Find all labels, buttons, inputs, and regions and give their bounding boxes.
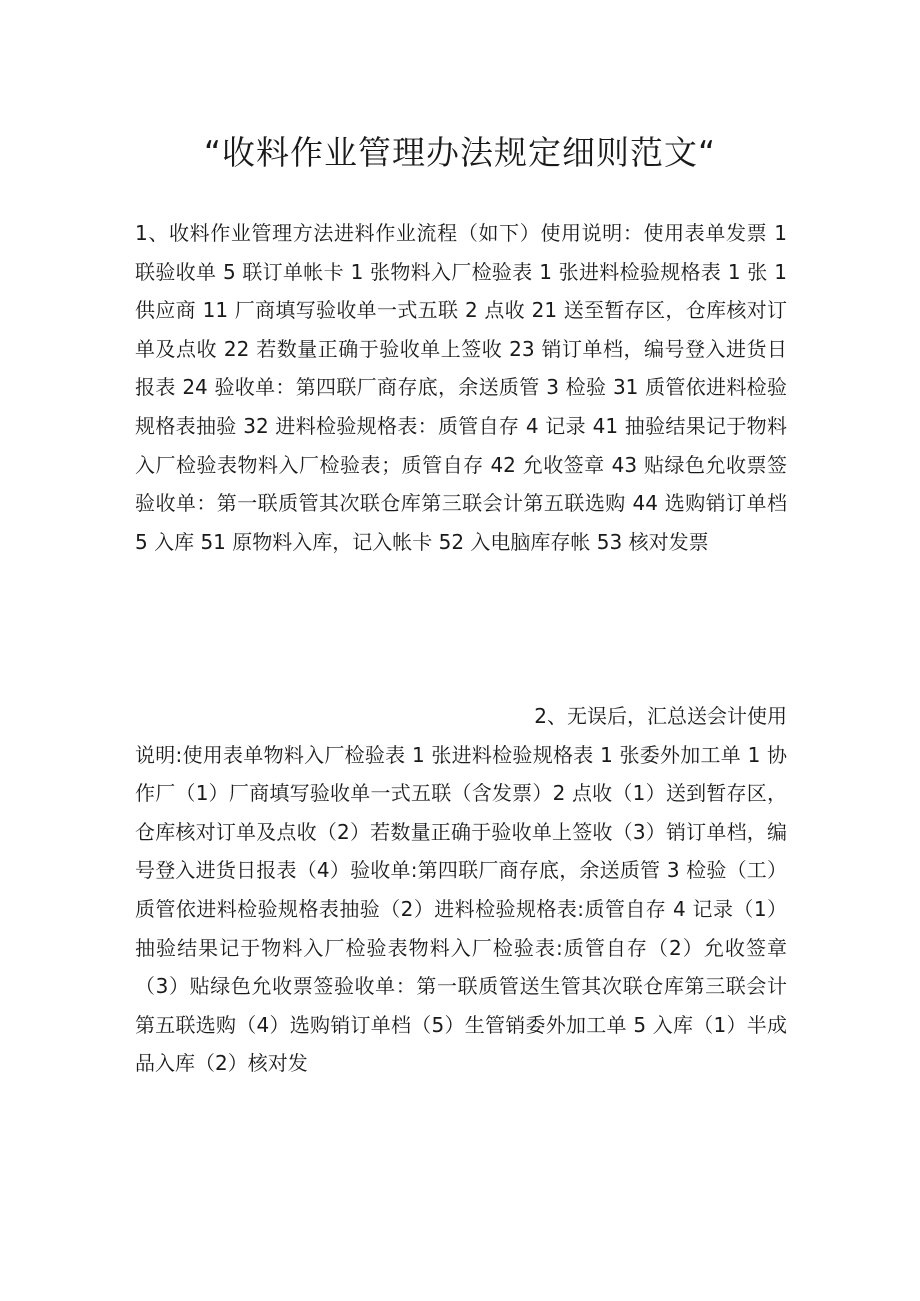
paragraph-1: 1、收料作业管理方法进料作业流程（如下）使用说明：使用表单发票 1 联验收单 5 联订单帐卡 1 张物料入厂检验表 1 张进料检验规格表 1 张 1 供应商 11 厂商填写验收单一式五联 2 点收 21 送至暂存区，仓库核对订单及点收 22 若数量正确于验收单上签收 23 销订单档，编号登入进货日报表 24 验收单：第四联厂商存底，余送质管 3 检验 31 质管依进料检验规格表抽验 32 进料检验规格表：质管自存 4 记录 41 抽验结果记于物料入厂检验表物料入厂检验表；质管自存 42 允收签章 43 贴绿色允收票签验收单：第一联质管其次联仓库第三联会计第五联选购 44 选购销订单档 5 入库 51 原物料入库，记入帐卡 52 入电脑库存帐 53 核对发票 <box>135 221 787 554</box>
paragraph-2-lead: 2、无误后，汇总送会计使用 <box>534 704 787 728</box>
paragraph-2-body: 说明:使用表单物料入厂检验表 1 张进料检验规格表 1 张委外加工单 1 协作厂（1）厂商填写验收单一式五联（含发票）2 点收（1）送到暂存区，仓库核对订单及点收（2）若数量正确于验收单上签收（3）销订单档，编号登入进货日报表（4）验收单:第四联厂商存底，余送质管 3 检验（工）质管依进料检验规格表抽验（2）进料检验规格表:质管自存 4 记录（1）抽验结果记于物料入厂检验表物料入厂检验表:质管自存（2）允收签章（3）贴绿色允收票签验收单：第一联质管送生管其次联仓库第三联会计第五联选购（4）选购销订单档（5）生管销委外加工单 5 入库（1）半成品入库（2）核对发 <box>135 742 787 1076</box>
document-title: “收料作业管理办法规定细则范文“ <box>203 133 717 172</box>
paragraph-2 <box>135 697 787 1083</box>
